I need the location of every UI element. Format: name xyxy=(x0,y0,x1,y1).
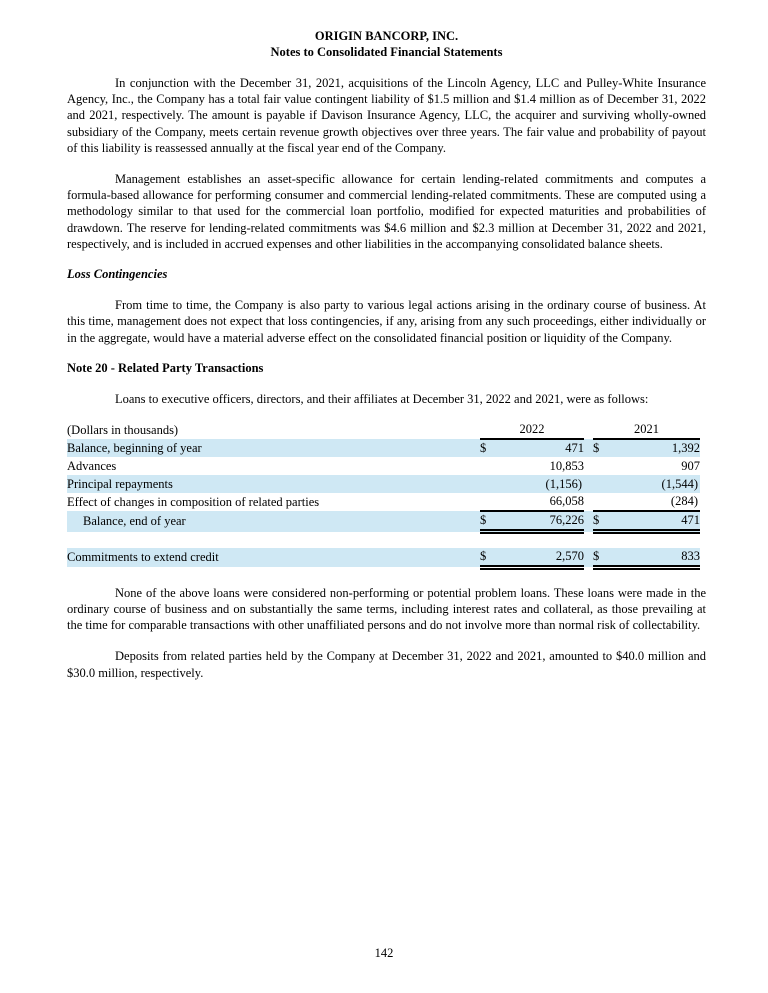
value-2021: 833 xyxy=(610,548,700,568)
table-row-balance-beginning xyxy=(67,439,700,457)
page-number: 142 xyxy=(374,945,394,960)
paragraph-loans-intro: Loans to executive officers, directors, and their affiliates at December 31, 2022 and 2021, were as follows: xyxy=(115,392,649,407)
table-spacer-row xyxy=(67,532,700,548)
page-footer xyxy=(0,945,768,961)
currency-cell-empty xyxy=(593,457,610,475)
heading-note-20: Note 20 - Related Party Transactions xyxy=(67,360,264,375)
currency-cell-empty xyxy=(593,493,610,511)
value-2021: 471 xyxy=(610,511,700,532)
currency-cell-empty xyxy=(480,457,497,475)
table-row-balance-end xyxy=(67,511,700,532)
paragraph-contingent-liability: In conjunction with the December 31, 2021, acquisitions of the Lincoln Agency, LLC and Pulley-White Insurance Agency, Inc., the Company has a total fair value contingent liability of $1.5 million and $1.4 million as of December 31, 2022 and 2021, respectively. The amount is payable if Davison Insurance Agency, LLC, the acquirer and surviving wholly-owned subsidiary of the Company, meets certain revenue growth objectives over three years. The fair value and probability of payout of this liability is reassessed annually at the fiscal year end of the Company. xyxy=(67,76,706,155)
table-header-row xyxy=(67,421,700,439)
currency-cell-empty xyxy=(480,493,497,511)
column-gap xyxy=(584,421,593,439)
paragraph-legal-actions: From time to time, the Company is also party to various legal actions arising in the ordinary course of business. At this time, management does not expect that loss contingencies, if any, arising from any such proceedings, either individually or in the aggregate, would have a material adverse effect on the consolidated financial position or liquidity of the Company. xyxy=(67,298,706,345)
column-gap xyxy=(584,439,593,457)
value-2022: (1,156) xyxy=(497,475,584,493)
column-gap xyxy=(584,457,593,475)
value-2021: (1,544) xyxy=(610,475,700,493)
row-label: Commitments to extend credit xyxy=(67,548,480,568)
company-name: ORIGIN BANCORP, INC. xyxy=(314,29,459,43)
table-row-advances xyxy=(67,457,700,475)
currency-cell-empty xyxy=(480,475,497,493)
currency-cell-empty xyxy=(593,475,610,493)
row-label: Balance, end of year xyxy=(67,511,480,532)
document-title: Notes to Consolidated Financial Statements xyxy=(270,45,503,59)
value-2022: 10,853 xyxy=(549,458,584,473)
column-header-2021: 2021 xyxy=(593,421,700,439)
row-label: Balance, beginning of year xyxy=(67,439,480,457)
value-2021: 1,392 xyxy=(610,439,700,457)
currency-symbol: $ xyxy=(480,511,497,532)
paragraph-deposits: Deposits from related parties held by the Company at December 31, 2022 and 2021, amounted to $40.0 million and $30.0 million, respectively. xyxy=(67,649,706,680)
table-row-commitments xyxy=(67,548,700,568)
table-row-principal-repayments xyxy=(67,475,700,493)
heading-loss-contingencies: Loss Contingencies xyxy=(67,267,168,282)
row-label: Advances xyxy=(67,458,117,473)
row-label: Effect of changes in composition of related parties xyxy=(67,494,320,509)
value-2022: 2,570 xyxy=(497,548,584,568)
currency-symbol: $ xyxy=(480,548,497,568)
column-gap xyxy=(584,511,593,532)
column-gap xyxy=(584,493,593,511)
paragraph-loan-terms: None of the above loans were considered non-performing or potential problem loans. These loans were made in the ordinary course of business and on substantially the same terms, including interest rates and collateral, as those prevailing at the time for comparable transactions with other unaffiliated persons and do not involve more than normal risk of collectability. xyxy=(67,585,706,633)
currency-symbol: $ xyxy=(480,439,497,457)
column-gap xyxy=(584,475,593,493)
row-label: Principal repayments xyxy=(67,475,480,493)
currency-symbol: $ xyxy=(593,511,610,532)
paragraph-lending-commitments: Management establishes an asset-specific allowance for certain lending-related commitments and computes a formula-based allowance for performing consumer and commercial lending-related commitments. These are computed using a methodology similar to that used for the commercial loan portfolio, modified for expected maturities and probabilities of drawdown. The reserve for lending-related commitments was $4.6 million and $2.3 million at December 31, 2022 and 2021, respectively, and is included in accrued expenses and other liabilities in the accompanying consolidated balance sheets. xyxy=(67,172,706,251)
value-2022: 66,058 xyxy=(497,493,584,511)
column-header-2022: 2022 xyxy=(480,421,584,439)
table-units-caption: (Dollars in thousands) xyxy=(67,422,179,437)
table-row-composition-changes xyxy=(67,493,700,511)
value-2021: (284) xyxy=(610,493,700,511)
column-gap xyxy=(584,548,593,568)
value-2021: 907 xyxy=(681,458,700,473)
currency-symbol: $ xyxy=(593,439,610,457)
value-2022: 471 xyxy=(497,439,584,457)
document-header xyxy=(67,28,706,60)
related-party-loans-table xyxy=(67,421,700,570)
value-2022: 76,226 xyxy=(497,511,584,532)
currency-symbol: $ xyxy=(593,548,610,568)
